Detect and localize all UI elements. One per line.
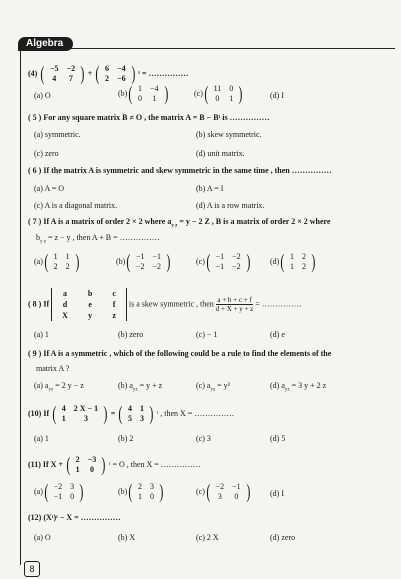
q12-option-c: (c) 2 X [196, 533, 219, 542]
q4-stem: (4) ( −5 −2 4 7 ) + ( 6 −4 2 −6 ) ᵗ = …………… [28, 63, 189, 85]
q8-option-a: (a) 1 [34, 330, 49, 339]
q4-option-a: (a) O [34, 91, 51, 100]
q12-option-b: (b) X [118, 533, 136, 542]
q7-option-d: (d) ( 1 2 1 2 ) [270, 251, 316, 273]
q6-option-b: (b) A = I [196, 184, 224, 193]
q5-option-c: (c) zero [34, 149, 59, 158]
q5-option-a: (a) symmetric. [34, 130, 81, 139]
q9-option-d: (d) $a_{yz} = 3$ y + 2 z [270, 381, 327, 393]
q4-number: (4) [28, 68, 38, 78]
q9-option-b: (b) $a_{yz} = y + z$ [118, 381, 163, 393]
q6-stem: ( 6 ) If the matrix A is symmetric and skew symmetric in the same time , then …………… [28, 166, 332, 175]
q10-stem: (10) If ( 4 2 X − 1 1 3 ) = ( 4 1 5 3 ) ᵗ , then X = …………… [28, 403, 235, 425]
q7-option-a: (a) ( 1 1 2 2 ) [34, 251, 79, 273]
q7-stem-line1: ( 7 ) If A is a matrix of order 2 × 2 where $a_{y z} = y - 2$ Z , B is a matrix of order 2 × 2 where [28, 217, 331, 229]
q8-stem: ( 8 ) If a b c d e f X y z is a skew symmetric , then $\frac{a + b + c + f}{d + X + y + z}$ = …………… [28, 289, 302, 320]
q7-option-b: (b) ( −1 −1 −2 −2 ) [116, 251, 171, 273]
q11-option-c: (c) ( −2 −1 3 0 ) [196, 481, 250, 503]
q10-matrix-1: ( 4 2 X − 1 1 3 ) [52, 403, 108, 425]
header-rule [24, 48, 395, 49]
q12-option-a: (a) O [34, 533, 51, 542]
q4-matrix-2: ( 6 −4 2 −6 ) [95, 63, 135, 85]
q10-option-a: (a) 1 [34, 434, 49, 443]
q6-option-c: (c) A is a diagonal matrix. [34, 201, 118, 210]
q11-stem: (11) If X + ( 2 −3 1 0 ) ᵗ = O , then X = …………… [28, 454, 201, 476]
q12-option-d: (d) zero [270, 533, 296, 542]
q9-stem-line1: ( 9 ) If A is a symmetric , which of the following could be a rule to find the elements of the [28, 349, 332, 358]
q4-matrix-1: ( −5 −2 4 7 ) [40, 63, 85, 85]
page-number: 8 [24, 561, 40, 577]
q6-option-d: (d) A is a row matrix. [196, 201, 265, 210]
q8-option-d: (d) e [270, 330, 285, 339]
q8-fraction: $\frac{a + b + c + f}{d + X + y + z}$ [215, 296, 254, 313]
q11-option-b: (b) ( 2 3 1 0 ) [118, 481, 164, 503]
q11-matrix: ( 2 −3 1 0 ) [66, 454, 106, 476]
q7-stem-line2: $b_{y z} = z - y$ , then A + B = …………… [36, 233, 160, 245]
q9-option-a: (a) $a_{yz} = 2$ y − z [34, 381, 84, 393]
q5-stem: ( 5 ) For any square matrix B ≠ O , the matrix A = B − Bᵗ is …………… [28, 113, 270, 122]
q9-stem-line2: matrix A ? [36, 364, 70, 373]
q6-option-a: (a) A = O [34, 184, 65, 193]
q12-stem: (12) (Xᵗ)ᵗ − X = …………… [28, 513, 121, 522]
section-tag: Algebra [18, 37, 73, 51]
q10-option-d: (d) 5 [270, 434, 286, 443]
q5-option-d: (d) unit matrix. [196, 149, 245, 158]
q4-option-d: (d) I [270, 91, 284, 100]
q8-option-c: (c) − 1 [196, 330, 218, 339]
q11-option-a: (a) ( −2 3 −1 0 ) [34, 481, 84, 503]
q8-determinant: a b c d e f X y z [51, 288, 127, 321]
q10-matrix-2: ( 4 1 5 3 ) [118, 403, 154, 425]
q5-option-b: (b) skew symmetric. [196, 130, 262, 139]
q10-option-c: (c) 3 [196, 434, 211, 443]
q7-option-c: (c) ( −1 −2 −1 −2 ) [196, 251, 250, 273]
margin-rule [20, 40, 21, 565]
q8-option-b: (b) zero [118, 330, 144, 339]
q11-option-d: (d) I [270, 489, 284, 498]
q10-option-b: (b) 2 [118, 434, 134, 443]
q4-option-b: (b) ( 1 −4 0 1 ) [118, 83, 168, 105]
q4-option-c: (c) ( 11 0 0 1 ) [194, 83, 243, 105]
q9-option-c: (c) $a_{yz} = y^2$ [196, 381, 231, 393]
